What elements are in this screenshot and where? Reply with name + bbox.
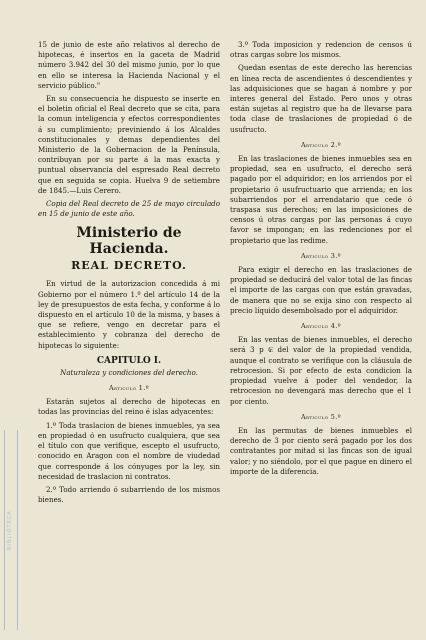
paragraph: Para exigir el derecho en las traslaciones de propiedad se deducirá del valor total de las fincas el importe de las cargas con que están gravadas, de manera que no se exija sino con respecto al precio líquido desembolsado por el adquiridor.	[230, 265, 412, 315]
paragraph: Quedan esentas de este derecho las herencias en línea recta de ascendientes ó descendientes y las adquisiciones que se hagan á nombre y por interes general del Estado. Pero unos y otras están sujetas al registro que ha de llevarse para toda clase de traslaciones de propiedad ó de usufructo.	[230, 63, 412, 134]
article-heading: Articulo 4.º	[300, 322, 342, 331]
decree-heading: REAL DECRETO.	[71, 259, 187, 273]
text-columns	[38, 40, 412, 508]
article-heading: Articulo 5.º	[300, 412, 342, 421]
paragraph: 3.º Toda imposicion y redencion de censos ú otras cargas sobre los mismos.	[230, 40, 412, 60]
decree-copy-note: Copia del Real decreto de 25 de mayo circulado en 15 de junio de este año.	[38, 199, 220, 219]
article-heading: Articulo 2.º	[300, 140, 342, 149]
paragraph: 1.º Toda traslacion de bienes inmuebles, ya sea en propiedad ó en usufructo cualquiera, que sea el título con que verifique, escepto el usufructo, conocido en Aragon con el nombre de viudedad que corresponde á los cónyuges por la ley, sin necesidad de traslacion ni contratos.	[38, 420, 220, 481]
article-heading: Articulo 1.º	[108, 384, 150, 393]
paragraph: Estarán sujetos al derecho de hipotecas en todas las provincias del reino é islas adyacentes:	[38, 397, 220, 417]
ministry-heading: Ministerio de Hacienda.	[76, 225, 182, 258]
chapter-subtitle: Naturaleza y condiciones del derecho.	[60, 367, 198, 377]
right-column	[230, 40, 412, 508]
paragraph: En las traslaciones de bienes inmuebles sea en propiedad, sea en usufructo, el derecho será pagado por el adquiridor; en los arriendos por el propietario ó usufructuario que arrienda; en los subarriendos por el arrendatario que cede ó traspasa sus derechos; en las imposiciones de censos ú otras cargas por las personas á cuyo favor se impongan; en las redenciones por el propietario que las redime.	[230, 154, 412, 245]
paragraph: En las permutas de bienes inmuebles el derecho de 3 por ciento será pagado por los dos contratantes por mitad si las fincas son de igual valor; y no siéndolo, por el que pague en dinero el importe de la diferencia.	[230, 425, 412, 476]
paragraph: 15 de junio de este año relativos al derecho de hipotecas, é insertos en la gaceta de Madrid número 3.942 del 30 del mismo junio, por lo que en ello se interesa la Hacienda Nacional y el servicio público."	[38, 40, 220, 90]
chapter-heading: CAPITULO I.	[96, 355, 162, 366]
library-stamp	[4, 430, 18, 630]
paragraph: En virtud de la autorizacion concedida á mi Gobierno por el número 1.º del artículo 14 de la ley de presupuestos de esta fecha, y conforme á lo dispuesto en el artículo 10 de la misma, y bases á que se refiere, vengo en decretar para el establecimiento y cobranza del derecho de hipotecas lo siguiente:	[38, 279, 220, 350]
library-stamp-text: BIBLIOTECA	[7, 510, 13, 550]
paragraph: En su consecuencia he dispuesto se inserte en el boletin oficial el Real decreto que se cita, para la comun inteligencia y efectos correspondientes á su cumplimiento; previniendo á los Alcaldes constitucionales y demas dependientes del Ministerio de la Gobernacion de la Península, contribuyan por su parte á la mas exacta y puntual observancia del espresado Real decreto que en seguida se copia. Huelva 9 de setiembre de 1845.—Luis Cerero.	[38, 94, 220, 195]
article-heading: Articulo 3.º	[300, 251, 342, 260]
left-column	[38, 40, 220, 508]
paragraph: En las ventas de bienes inmuebles, el derecho será 3 p ₢ del valor de la propiedad vendida, aunque el contrato se verifique con la cláusula de retrocesion. Si por efecto de esta condicion la propiedad vuelve á poder del vendedor, la retrocesion no devengará mas derecho que el 1 por ciento.	[230, 335, 412, 406]
paragraph: 2.º Todo arriendo ó subarriendo de los mismos bienes.	[38, 484, 220, 505]
